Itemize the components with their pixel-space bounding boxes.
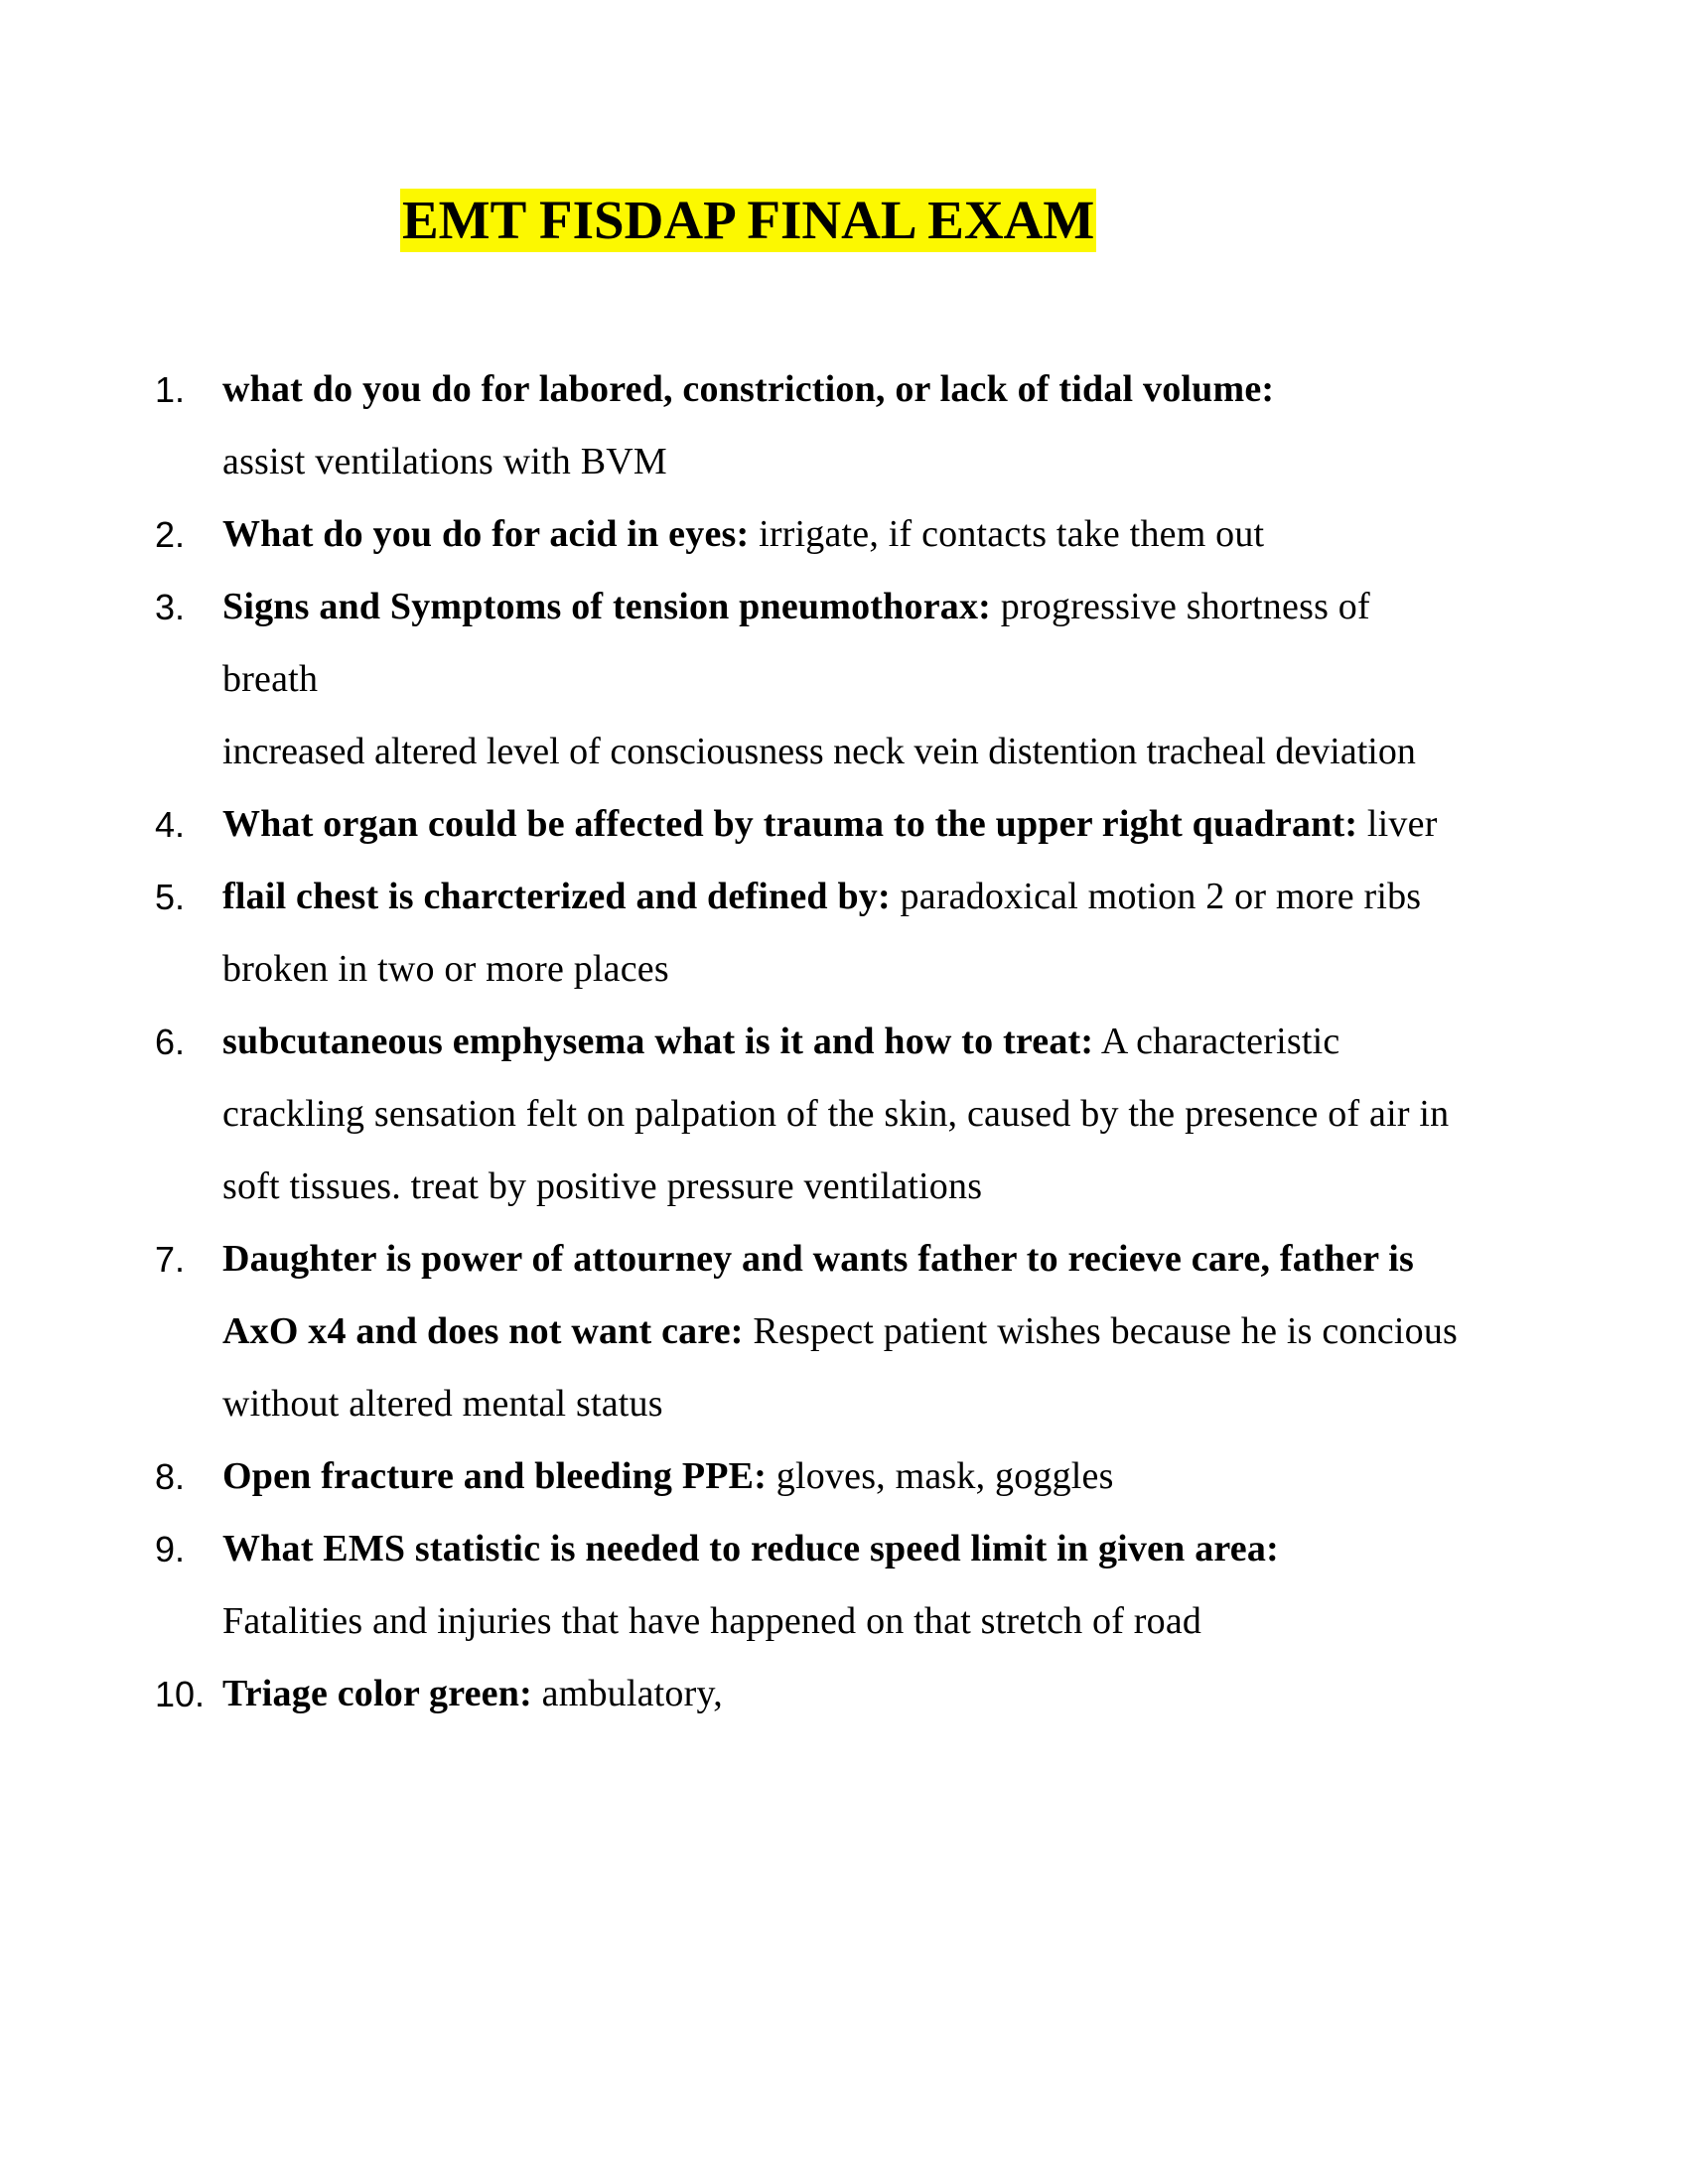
item-text	[222, 861, 1470, 1006]
item-answer: Respect patient wishes because he is concious without altered mental status	[222, 1310, 1459, 1425]
item-answer: paradoxical motion 2 or more ribs broken in two or more places	[222, 876, 1422, 990]
item-answer: progressive shortness of breath	[222, 586, 1370, 700]
item-question: Triage color green:	[222, 1673, 532, 1714]
item-number: 6.	[155, 1022, 186, 1062]
item-text	[222, 788, 1470, 861]
item-number: 5.	[155, 877, 186, 917]
item-question: Open fracture and bleeding PPE:	[222, 1455, 768, 1497]
item-text	[222, 1440, 1470, 1513]
item-question: what do you do for labored, constriction, or lack of tidal volume:	[222, 368, 1275, 410]
question-list	[149, 353, 1470, 1730]
item-answer: irrigate, if contacts take them out	[759, 513, 1265, 555]
item-question: What do you do for acid in eyes:	[222, 513, 750, 555]
document-title: EMT FISDAP FINAL EXAM	[402, 190, 1095, 250]
item-question: flail chest is charcterized and defined by:	[222, 876, 891, 917]
item-number: 9.	[155, 1529, 186, 1570]
item-text	[222, 571, 1470, 716]
list-item	[149, 498, 1470, 571]
item-answer: gloves, mask, goggles	[775, 1455, 1114, 1497]
list-item	[149, 788, 1470, 861]
list-item	[149, 1223, 1470, 1440]
item-number: 3.	[155, 587, 186, 627]
item-number: 1.	[155, 369, 186, 410]
item-extra-text: increased altered level of consciousness neck vein distention tracheal deviation	[222, 731, 1416, 772]
item-number: 2.	[155, 514, 186, 555]
item-number: 4.	[155, 804, 186, 845]
item-text	[222, 353, 1470, 498]
list-item	[149, 353, 1470, 498]
item-number: 10.	[155, 1674, 206, 1714]
item-text	[222, 1223, 1470, 1440]
item-answer: ambulatory,	[541, 1673, 723, 1714]
item-question: Signs and Symptoms of tension pneumothorax:	[222, 586, 992, 627]
list-item	[149, 1440, 1470, 1513]
list-item	[149, 1006, 1470, 1223]
list-item	[149, 1658, 1470, 1730]
title-container	[400, 189, 1096, 252]
item-question: What organ could be affected by trauma to the upper right quadrant:	[222, 803, 1358, 845]
item-answer: A characteristic crackling sensation felt on palpation of the skin, caused by the presence of air in soft tissues. treat by positive pressure ventilations	[222, 1021, 1450, 1207]
item-number: 8.	[155, 1456, 186, 1497]
item-answer: assist ventilations with BVM	[222, 441, 667, 482]
item-answer: liver	[1366, 803, 1438, 845]
item-question: subcutaneous emphysema what is it and how to treat:	[222, 1021, 1094, 1062]
item-text	[222, 498, 1470, 571]
item-question: Daughter is power of attourney and wants father to recieve care, father is AxO x4 and does not want care:	[222, 1238, 1415, 1352]
item-number: 7.	[155, 1239, 186, 1280]
list-item	[149, 861, 1470, 1006]
item-question: What EMS statistic is needed to reduce speed limit in given area:	[222, 1528, 1279, 1570]
list-item	[149, 1513, 1470, 1658]
item-answer: Fatalities and injuries that have happened on that stretch of road	[222, 1600, 1202, 1642]
list-item	[149, 571, 1470, 788]
item-text	[222, 1513, 1470, 1658]
item-text	[222, 1006, 1470, 1223]
item-text	[222, 1658, 1470, 1730]
